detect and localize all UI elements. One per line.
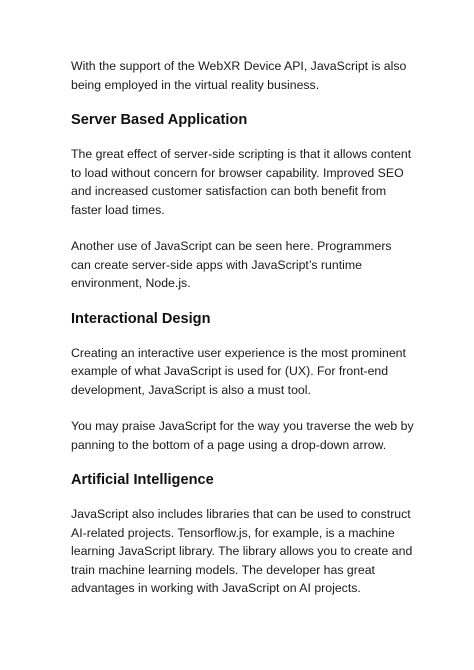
paragraph-server-side-scripting: The great effect of server-side scripting is that it allows content to load without concern for browser capability. Improved SEO and increased customer satisfaction can both benefit from faster load times.	[71, 147, 412, 217]
spacer	[71, 490, 414, 505]
spacer	[71, 94, 414, 110]
spacer	[71, 454, 414, 470]
spacer	[71, 219, 414, 237]
paragraph-ai-libraries: JavaScript also includes libraries that can be used to construct AI-related projects. Tensorflow.js, for example, is a machine learning JavaScript library. The library allows you to create and train machine learning models. The developer has great advantages in working with JavaScript on AI projects.	[71, 507, 413, 595]
spacer	[71, 293, 414, 309]
paragraph-interactive-ux: Creating an interactive user experience is the most prominent example of what JavaScript is used for (UX). For front-end development, JavaScript is also a must tool.	[71, 345, 406, 397]
spacer	[71, 329, 414, 344]
heading-artificial-intelligence: Artificial Intelligence	[71, 472, 214, 488]
spacer	[71, 399, 414, 417]
intro-paragraph: With the support of the WebXR Device API, JavaScript is also being employed in the virtual reality business.	[71, 59, 407, 92]
spacer	[71, 130, 414, 145]
paragraph-nodejs: Another use of JavaScript can be seen here. Programmers can create server-side apps with JavaScript’s runtime environment, Node.js.	[71, 239, 392, 290]
heading-server-based-application: Server Based Application	[71, 112, 248, 128]
heading-interactional-design: Interactional Design	[71, 310, 211, 327]
paragraph-dropdown-arrow: You may praise JavaScript for the way you traverse the web by panning to the bottom of a page using a drop-down arrow.	[71, 419, 414, 452]
